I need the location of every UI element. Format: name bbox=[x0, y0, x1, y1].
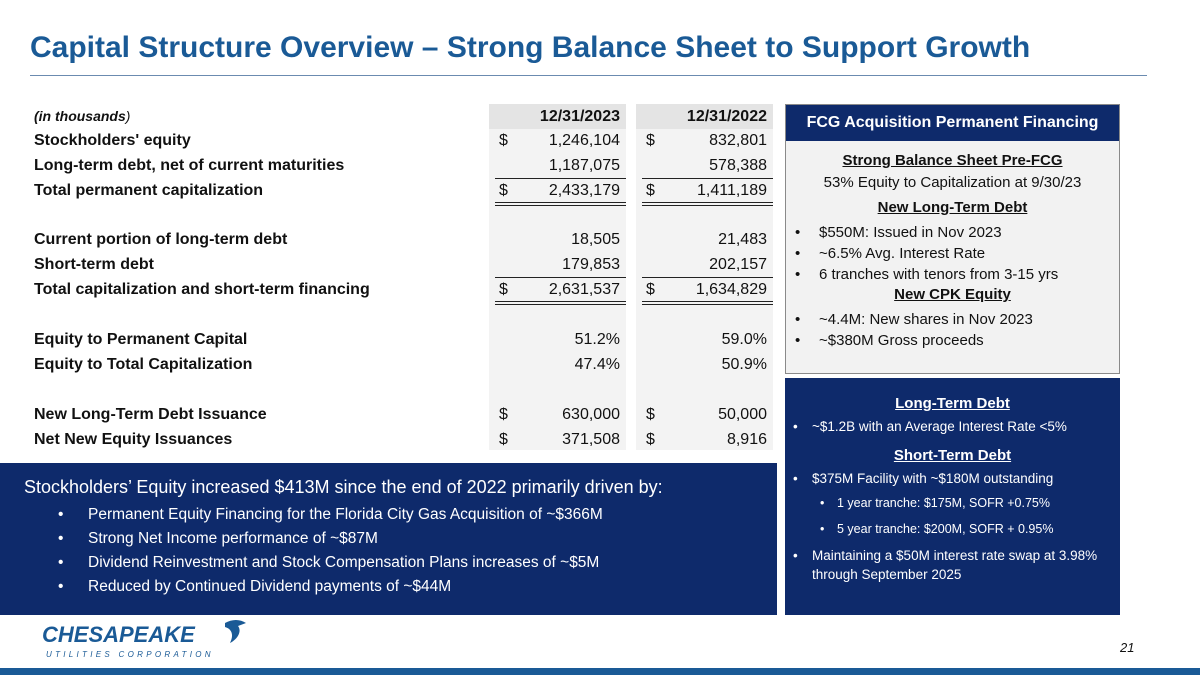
bird-icon bbox=[225, 620, 246, 643]
row-label: Long-term debt, net of current maturities bbox=[34, 157, 345, 174]
list-item: • ~$380M Gross proceeds bbox=[786, 330, 1119, 351]
cell-value: $ 1,246,104 bbox=[499, 132, 620, 149]
list-item: • 5 year tranche: $200M, SOFR + 0.95% bbox=[785, 520, 1120, 539]
table-row bbox=[34, 429, 774, 453]
list-item: • 6 tranches with tenors from 3-15 yrs bbox=[786, 264, 1119, 285]
section-title: Strong Balance Sheet Pre-FCG bbox=[842, 152, 1063, 169]
table-row bbox=[34, 155, 774, 179]
list-item: • Strong Net Income performance of ~$87M bbox=[58, 527, 603, 551]
row-label: Net New Equity Issuances bbox=[34, 431, 233, 448]
table-row bbox=[34, 279, 774, 303]
total-double-rule bbox=[495, 301, 626, 305]
subtotal-rule bbox=[495, 277, 626, 278]
list-item: • ~6.5% Avg. Interest Rate bbox=[786, 243, 1119, 264]
table-row bbox=[34, 329, 774, 353]
list-item: • ~4.4M: New shares in Nov 2023 bbox=[786, 309, 1119, 330]
cell-value: 18,505 bbox=[571, 231, 620, 248]
row-label: New Long-Term Debt Issuance bbox=[34, 406, 267, 423]
cell-value: $ 1,634,829 bbox=[646, 281, 767, 298]
units-note: (in thousands) bbox=[34, 108, 131, 124]
list-item: • $375M Facility with ~$180M outstanding bbox=[785, 469, 1120, 488]
column-header-2022: 12/31/2022 bbox=[636, 104, 773, 129]
footer-bar bbox=[0, 668, 1200, 675]
table-row bbox=[34, 354, 774, 378]
row-label: Current portion of long-term debt bbox=[34, 231, 288, 248]
debt-panel bbox=[785, 378, 1120, 615]
cell-value: 578,388 bbox=[709, 157, 767, 174]
subtotal-rule bbox=[642, 277, 773, 278]
cell-value: 51.2% bbox=[574, 331, 620, 348]
cell-value: 50.9% bbox=[721, 356, 767, 373]
cell-value: $ 50,000 bbox=[646, 406, 767, 423]
cell-value: 21,483 bbox=[718, 231, 767, 248]
cell-value: $ 8,916 bbox=[646, 431, 767, 448]
list-item: • Maintaining a $50M interest rate swap at 3.98% through September 2025 bbox=[785, 546, 1120, 584]
section-text: 53% Equity to Capitalization at 9/30/23 bbox=[823, 174, 1082, 191]
page-number: 21 bbox=[1120, 640, 1135, 655]
section-title: New CPK Equity bbox=[894, 286, 1011, 303]
table-row bbox=[34, 180, 774, 204]
list-item: • Dividend Reinvestment and Stock Compensation Plans increases of ~$5M bbox=[58, 551, 603, 575]
list-item: • $550M: Issued in Nov 2023 bbox=[786, 222, 1119, 243]
bullet-list bbox=[786, 222, 1119, 285]
cell-value: $ 630,000 bbox=[499, 406, 620, 423]
table-row bbox=[34, 404, 774, 428]
table-row bbox=[34, 229, 774, 253]
section-title: New Long-Term Debt bbox=[877, 199, 1028, 216]
cell-value: $ 2,433,179 bbox=[499, 182, 620, 199]
page-title: Capital Structure Overview – Strong Balance Sheet to Support Growth bbox=[30, 31, 1031, 64]
summary-lead: Stockholders’ Equity increased $413M since the end of 2022 primarily driven by: bbox=[24, 477, 663, 497]
title-divider bbox=[30, 75, 1147, 76]
subtotal-rule bbox=[495, 178, 626, 179]
subtotal-rule bbox=[642, 178, 773, 179]
total-double-rule bbox=[642, 301, 773, 305]
cell-value: 1,187,075 bbox=[548, 157, 620, 174]
cell-value: 47.4% bbox=[574, 356, 620, 373]
row-label: Equity to Permanent Capital bbox=[34, 331, 248, 348]
bullet-list bbox=[58, 503, 603, 599]
cell-value: 59.0% bbox=[721, 331, 767, 348]
list-item: • ~$1.2B with an Average Interest Rate <5% bbox=[785, 417, 1120, 436]
cell-value: $ 2,631,537 bbox=[499, 281, 620, 298]
list-item: • 1 year tranche: $175M, SOFR +0.75% bbox=[785, 494, 1120, 513]
list-item: • Reduced by Continued Dividend payments of ~$44M bbox=[58, 575, 603, 599]
equity-summary-panel bbox=[0, 463, 777, 615]
company-logo bbox=[40, 617, 250, 662]
cell-value: 202,157 bbox=[709, 256, 767, 273]
column-header-2023: 12/31/2023 bbox=[489, 104, 626, 129]
row-label: Stockholders' equity bbox=[34, 132, 191, 149]
total-double-rule bbox=[495, 202, 626, 206]
cell-value: $ 832,801 bbox=[646, 132, 767, 149]
cell-value: $ 1,411,189 bbox=[646, 182, 767, 199]
logo-subtitle: UTILITIES CORPORATION bbox=[46, 650, 214, 659]
row-label: Total capitalization and short-term financing bbox=[34, 281, 370, 298]
bullet-list bbox=[785, 417, 1120, 436]
row-label: Total permanent capitalization bbox=[34, 182, 264, 199]
row-label: Short-term debt bbox=[34, 256, 154, 273]
list-item: • Permanent Equity Financing for the Florida City Gas Acquisition of ~$366M bbox=[58, 503, 603, 527]
row-label: Equity to Total Capitalization bbox=[34, 356, 253, 373]
total-double-rule bbox=[642, 202, 773, 206]
table-row bbox=[34, 130, 774, 154]
bullet-list bbox=[785, 469, 1120, 584]
logo-wordmark: CHESAPEAKE bbox=[42, 622, 195, 647]
cell-value: $ 371,508 bbox=[499, 431, 620, 448]
table-row bbox=[34, 254, 774, 278]
fcg-panel-header: FCG Acquisition Permanent Financing bbox=[786, 105, 1119, 141]
cell-value: 179,853 bbox=[562, 256, 620, 273]
section-title: Long-Term Debt bbox=[895, 395, 1010, 412]
section-title: Short-Term Debt bbox=[893, 447, 1012, 464]
bullet-list bbox=[786, 309, 1119, 351]
fcg-financing-panel bbox=[785, 104, 1120, 374]
